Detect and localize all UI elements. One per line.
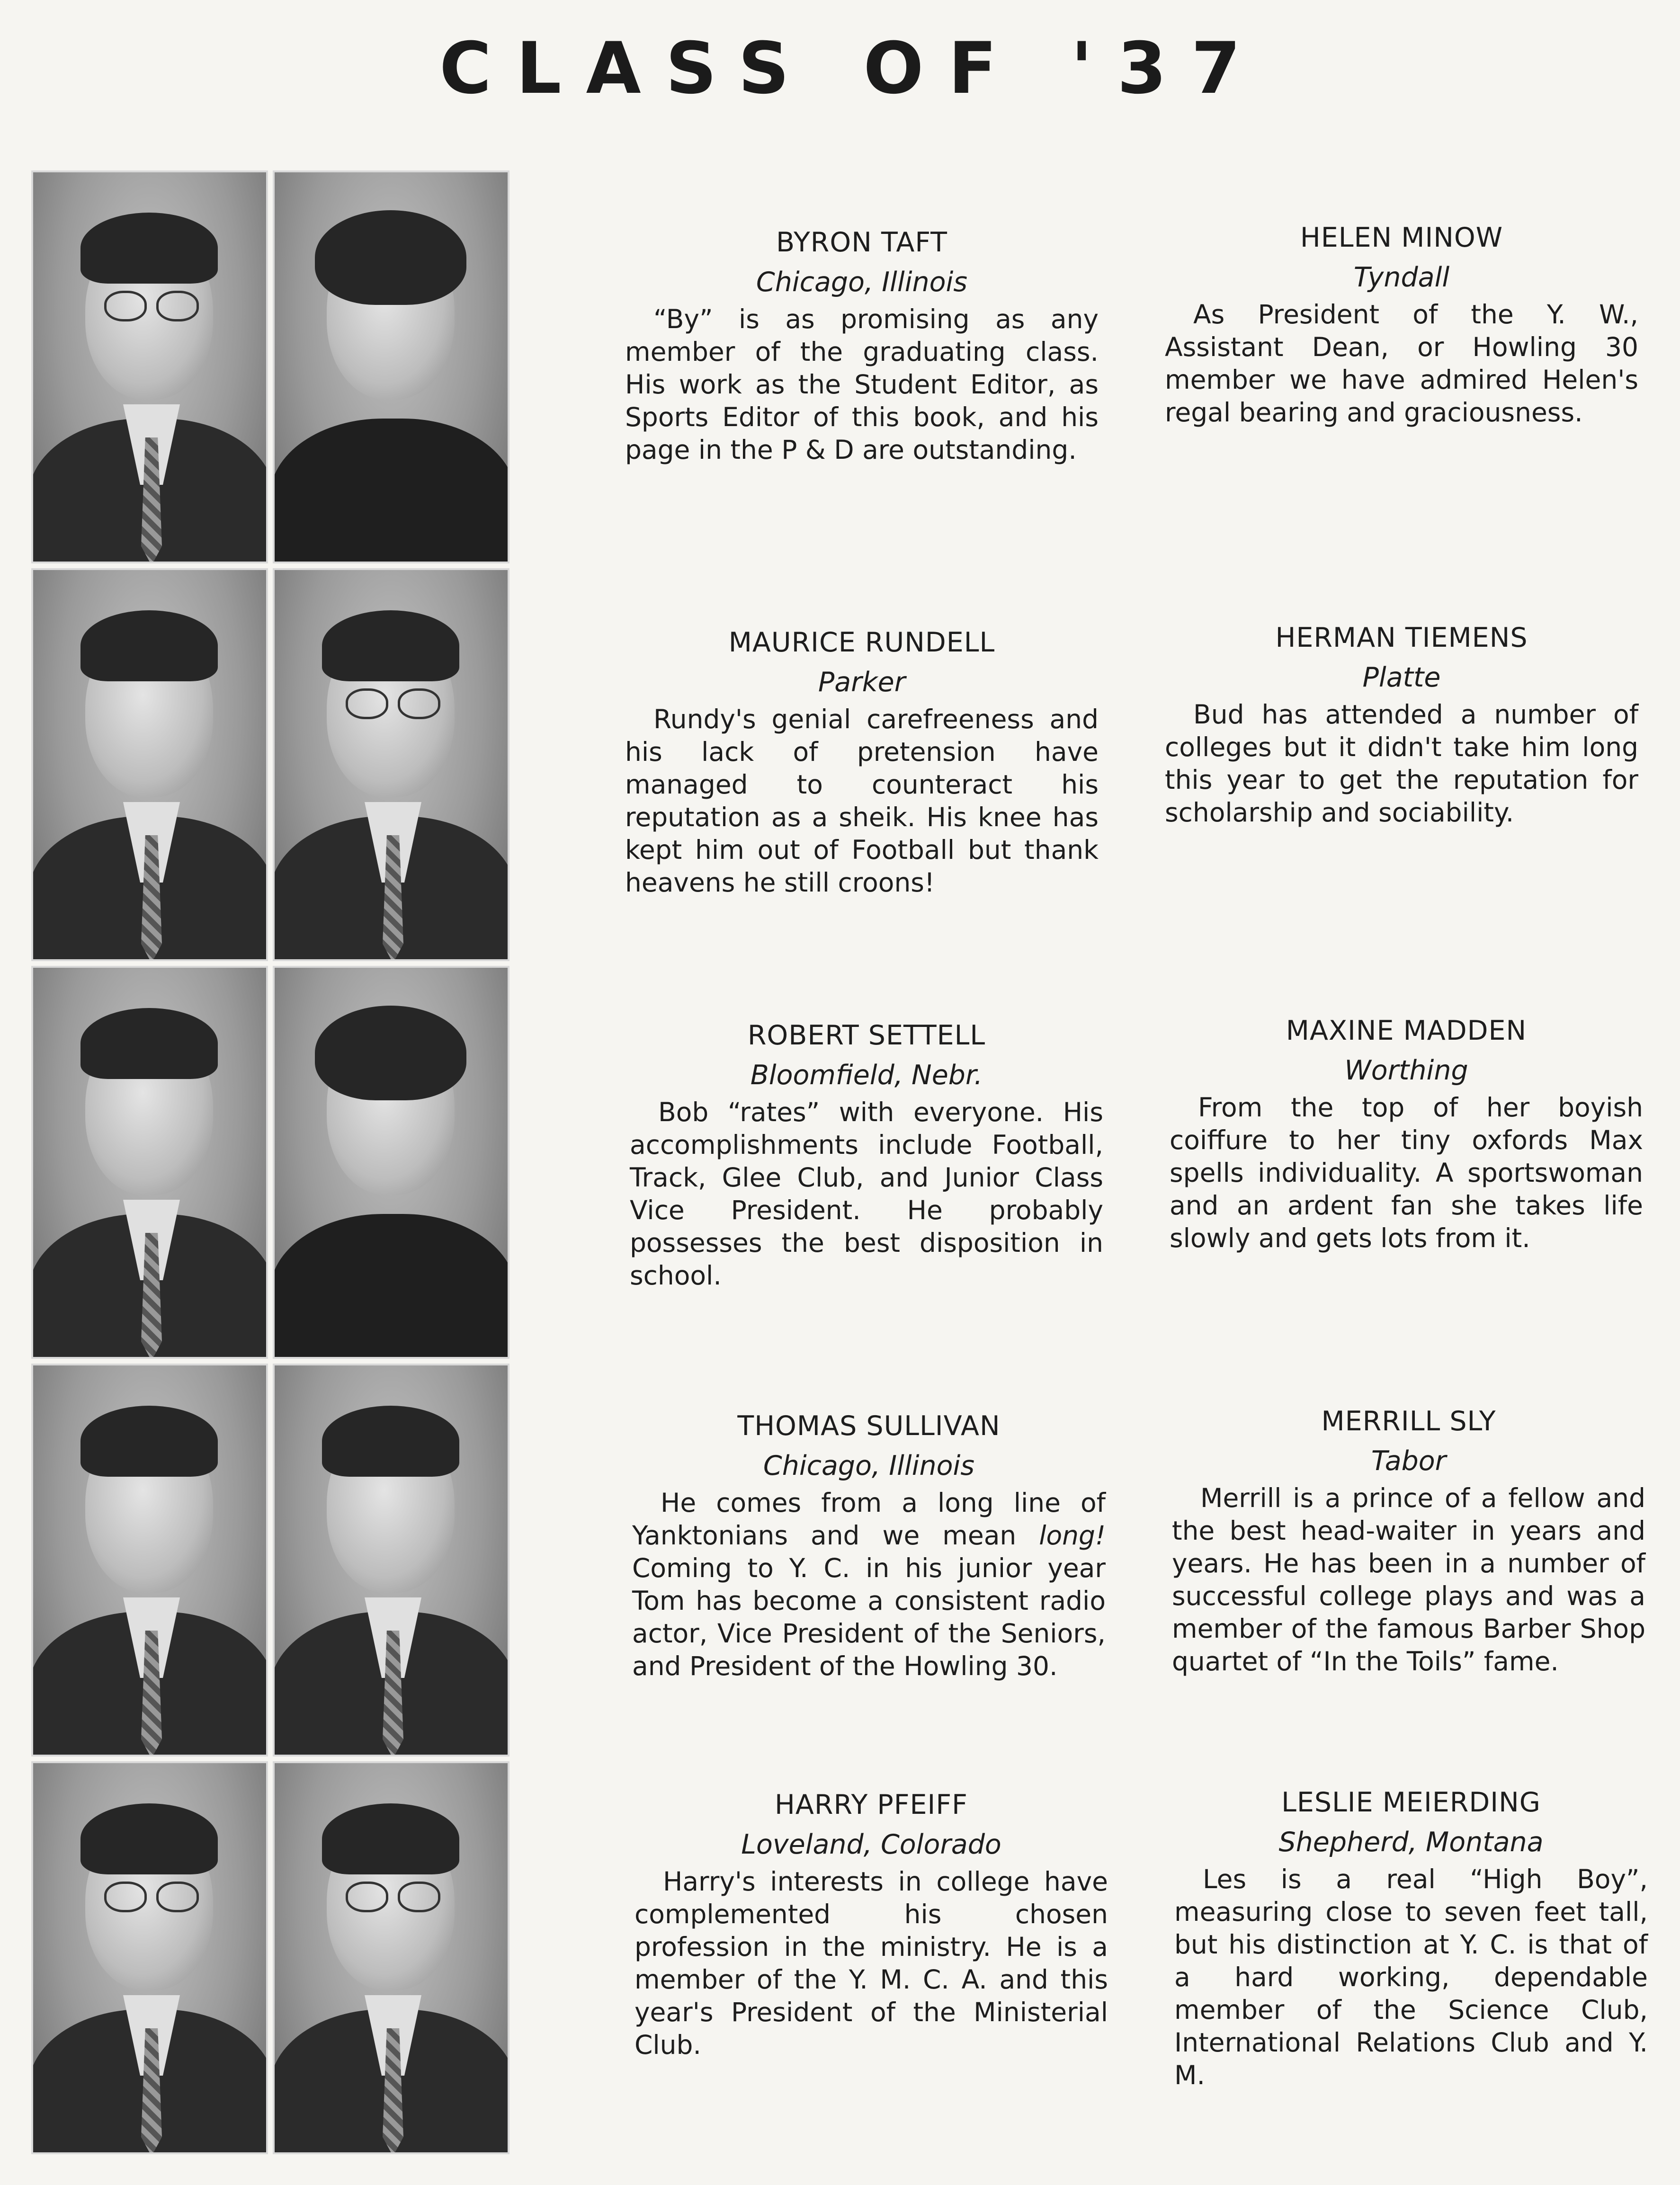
student-hometown: Worthing (1344, 1055, 1468, 1086)
bio-robert-settell (630, 1016, 1103, 1292)
student-description: Les is a real “High Boy”, measuring close to seven feet tall, but his distinction at Y. C. is that of a hard working, dependable member of the Science Club, International Relations Club and Y. M. (1174, 1864, 1648, 2090)
student-hometown: Tyndall (1353, 262, 1450, 293)
student-hometown: Parker (818, 667, 906, 698)
student-description: From the top of her boyish coiffure to her tiny oxfords Max spells individuality. A sportswoman and an ardent fan she takes life slowly and gets lots from it. (1170, 1092, 1643, 1253)
student-name: ROBERT SETTELL (747, 1020, 986, 1051)
portrait-maurice-rundell (31, 568, 268, 961)
bio-maurice-rundell (625, 623, 1099, 899)
student-name: LESLIE MEIERDING (1281, 1787, 1541, 1818)
student-description: Bud has attended a number of colleges but it didn't take him long this year to get the reputation for scholarship and sociability. (1165, 699, 1638, 828)
student-description: Merrill is a prince of a fellow and the best head-waiter in years and years. He has been in a number of successful college plays and was a member of the famous Barber Shop quartet of “In the Toils” fame. (1172, 1483, 1645, 1677)
student-description: He comes from a long line of Yanktonians and we mean long! Coming to Y. C. in his junior year Tom has become a consistent radio actor, Vice President of the Seniors, and President of the Howling 30. (632, 1488, 1106, 1681)
student-name: THOMAS SULLIVAN (737, 1410, 1001, 1442)
student-name: MERRILL SLY (1321, 1406, 1496, 1437)
portrait-harry-pfeiff (31, 1761, 268, 2154)
student-name: HARRY PFEIFF (775, 1789, 968, 1820)
student-description: “By” is as promising as any member of the graduating class. His work as the Student Editor, as Sports Editor of this book, and his page in the P & D are outstanding. (625, 304, 1099, 465)
bio-byron-taft (625, 223, 1099, 466)
student-description: Rundy's genial carefreeness and his lack of pretension have managed to counteract his reputation as a sheik. His knee has kept him out of Football but thank heavens he still croons! (625, 704, 1099, 898)
photo-strip (31, 170, 524, 2159)
bio-herman-tiemens (1165, 618, 1638, 829)
student-hometown: Tabor (1371, 1445, 1447, 1477)
portrait-merrill-sly (273, 1364, 509, 1757)
student-hometown: Platte (1362, 662, 1441, 693)
portrait-helen-minow (273, 170, 509, 563)
bio-helen-minow (1165, 218, 1638, 429)
bio-merrill-sly (1172, 1401, 1645, 1678)
student-name: HERMAN TIEMENS (1275, 622, 1528, 653)
bio-maxine-madden (1170, 1011, 1643, 1255)
page-title: CLASS OF '37 (439, 27, 1266, 110)
portrait-robert-settell (31, 966, 268, 1359)
student-hometown: Chicago, Illinois (763, 1450, 975, 1481)
portrait-leslie-meierding (273, 1761, 509, 2154)
student-name: HELEN MINOW (1300, 222, 1503, 253)
student-hometown: Shepherd, Montana (1278, 1827, 1544, 1858)
student-name: MAXINE MADDEN (1286, 1015, 1527, 1046)
bio-leslie-meierding (1174, 1783, 1648, 2092)
portrait-maxine-madden (273, 966, 509, 1359)
student-hometown: Chicago, Illinois (756, 267, 968, 298)
student-name: BYRON TAFT (776, 227, 948, 258)
student-hometown: Loveland, Colorado (741, 1829, 1001, 1860)
portrait-byron-taft (31, 170, 268, 563)
student-name: MAURICE RUNDELL (728, 627, 995, 658)
student-description: Bob “rates” with everyone. His accomplishments include Football, Track, Glee Club, and Junior Class Vice President. He probably possesses the best disposition in school. (630, 1097, 1103, 1291)
student-description: As President of the Y. W., Assistant Dean, or Howling 30 member we have admired Helen's regal bearing and graciousness. (1165, 299, 1638, 428)
bio-thomas-sullivan (632, 1406, 1106, 1683)
student-hometown: Bloomfield, Nebr. (750, 1060, 983, 1091)
portrait-herman-tiemens (273, 568, 509, 961)
bio-harry-pfeiff (634, 1785, 1108, 2061)
portrait-thomas-sullivan (31, 1364, 268, 1757)
student-description: Harry's interests in college have complemented his chosen profession in the ministry. He is a member of the Y. M. C. A. and this year's President of the Ministerial Club. (634, 1866, 1108, 2060)
